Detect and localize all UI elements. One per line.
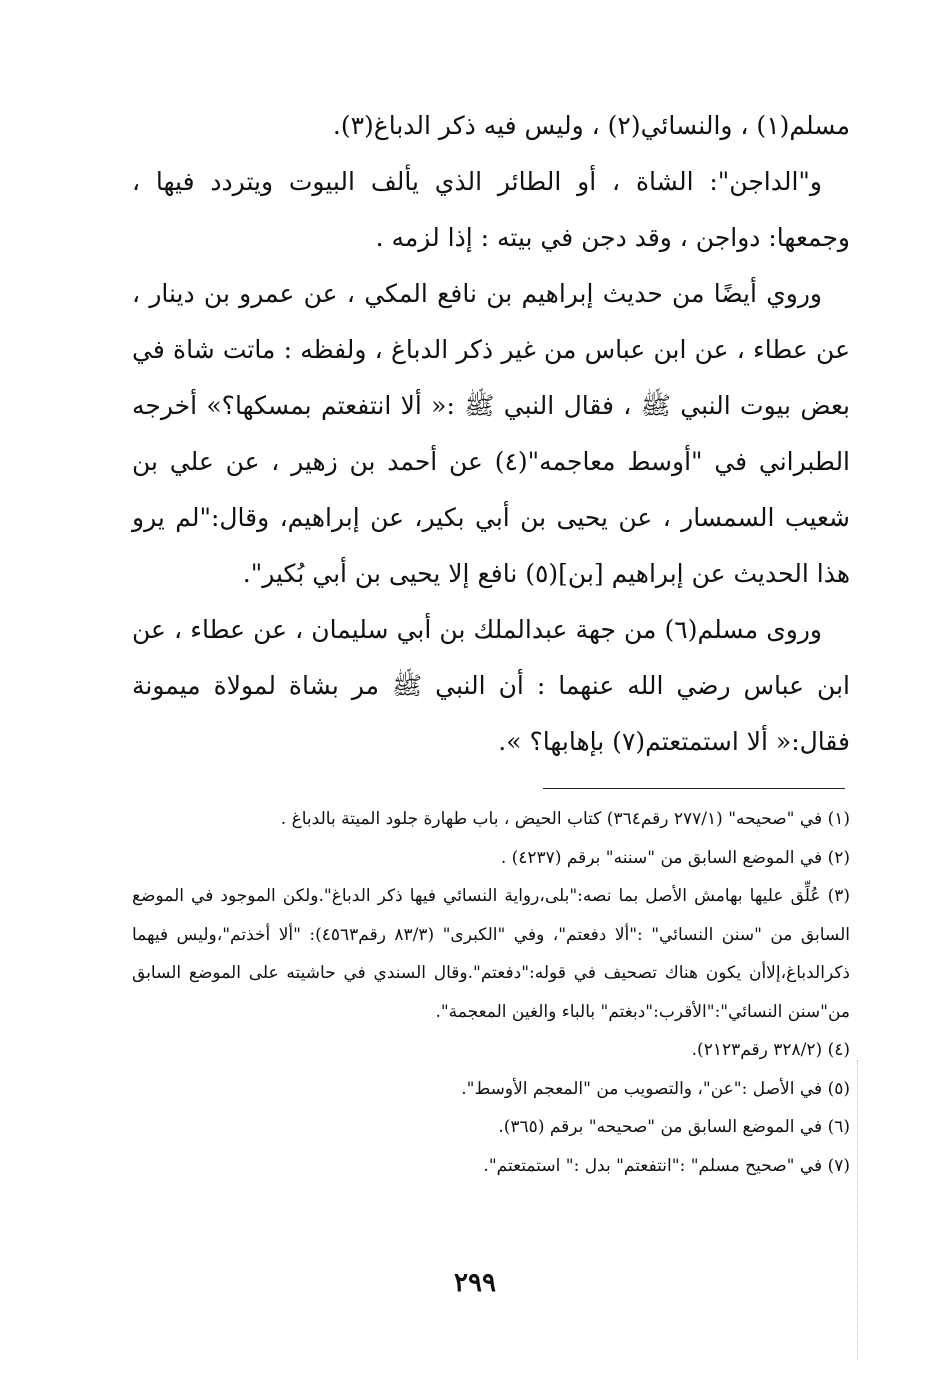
footnote-7: (٧) في "صحيح مسلم" :"انتفعتم" بدل :" استمتعتم". — [483, 1155, 850, 1176]
paragraph-1: مسلم(١) ، والنسائي(٢) ، وليس فيه ذكر الدباغ(٣). — [332, 111, 850, 140]
paragraph-3: وروي أيضًا من حديث إبراهيم بن نافع المكي ، عن عمرو بن دينار ، عن عطاء ، عن ابن عباس من غير ذكر الدباغ ، ولفظه : ماتت شاة في بعض بيوت النبي ﷺ ، فقال النبي ﷺ :« ألا انتفعتم بمسكها؟» أخرجه الطبراني في "أوسط معاجمه"(٤) عن أحمد بن زهير ، عن علي بن شعيب السمسار ، عن يحيى بن أبي بكير، عن إبراهيم، وقال:"لم يرو هذا الحديث عن إبراهيم [بن](٥) نافع إلا يحيى بن أبي بُكير". — [132, 279, 851, 588]
paragraph-2: و"الداجن": الشاة ، أو الطائر الذي يألف البيوت ويتردد فيها ، وجمعها: دواجن ، وقد دجن في بيته : إذا لزمه . — [132, 167, 850, 252]
footnote-1: (١) في "صحيحه" (٢٧٧/١ رقم٣٦٤) كتاب الحيض ، باب طهارة جلود الميتة بالدباغ . — [280, 809, 850, 829]
footnote-4: (٤) (٣٢٨/٢ رقم٢١٢٣). — [691, 1040, 850, 1060]
footnotes — [132, 800, 850, 1185]
scan-edge-marks — [857, 1060, 858, 1360]
page-number: ٢٩٩ — [454, 1268, 496, 1298]
footnote-5: (٥) في الأصل :"عن"، والتصويب من "المعجم الأوسط". — [461, 1078, 850, 1099]
main-text — [132, 98, 850, 770]
footnote-2: (٢) في الموضع السابق من "سننه" برقم (٤٢٣٧) . — [500, 847, 850, 868]
footnote-3: (٣) عُلِّق عليها بهامش الأصل بما نصه:"بلى،رواية النسائي فيها ذكر الدباغ".ولكن الموجود في الموضع السابق من "سنن النسائي" :"ألا دفعتم"، وفي "الكبرى" (٨٣/٣ رقم٤٥٦٣): "ألا أخذتم"،وليس فيهما ذكرالدباغ،إلاأن يكون هناك تصحيف في قوله:"دفعتم".وقال السندي في حاشيته على الموضع السابق من"سنن النسائي":"الأقرب:"دبغتم" بالباء والغين المعجمة". — [132, 886, 850, 1022]
footnote-6: (٦) في الموضع السابق من "صحيحه" برقم (٣٦٥). — [498, 1117, 850, 1137]
footnote-divider — [543, 788, 845, 789]
paragraph-4: وروى مسلم(٦) من جهة عبدالملك بن أبي سليمان ، عن عطاء ، عن ابن عباس رضي الله عنهما : أن النبي ﷺ مر بشاة لمولاة ميمونة فقال:« ألا استمتعتم(٧) بإهابها؟ ». — [132, 615, 850, 756]
